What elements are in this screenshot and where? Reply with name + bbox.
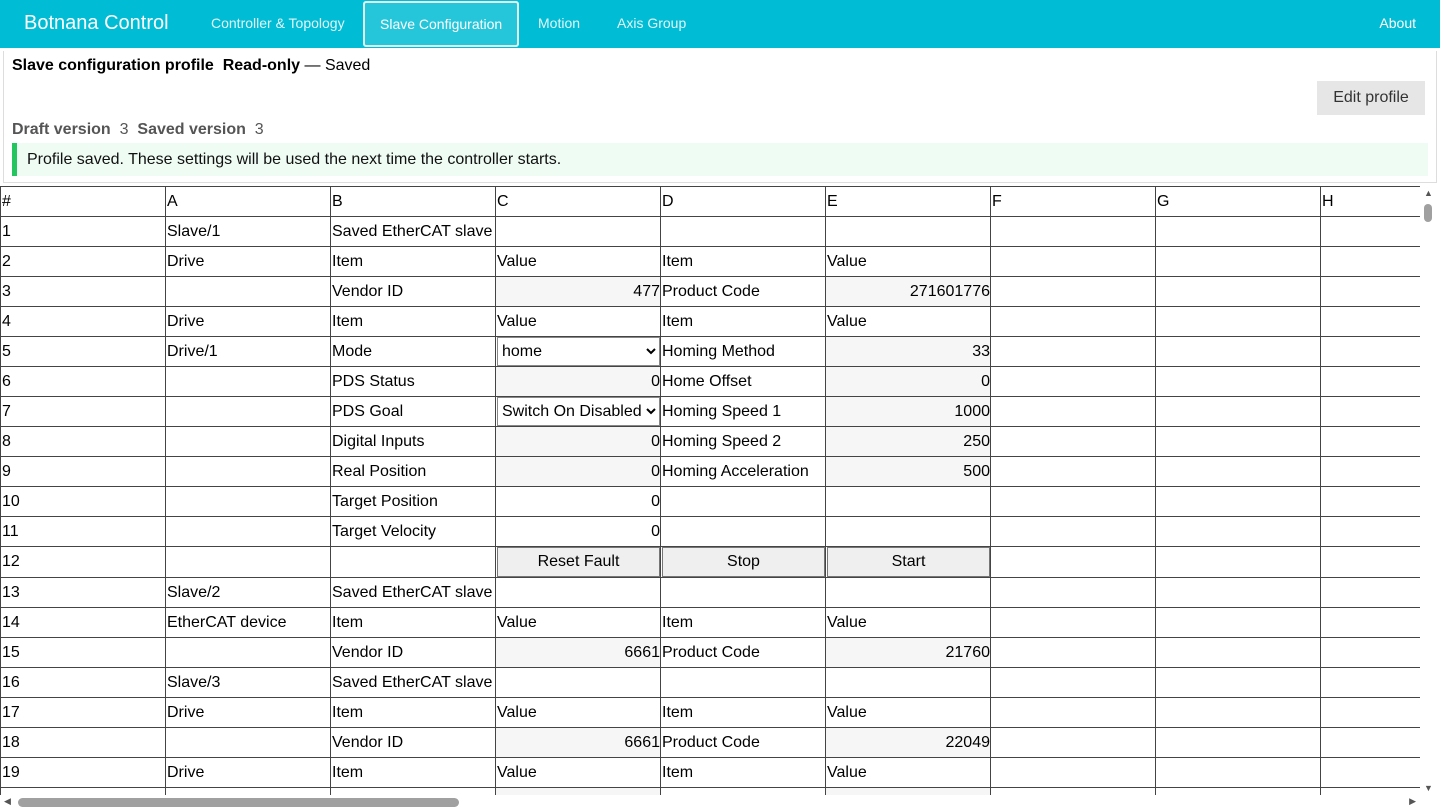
sheet-cell[interactable]: Item bbox=[331, 698, 496, 728]
value-cell[interactable]: 500 bbox=[826, 457, 991, 487]
sheet-cell[interactable] bbox=[991, 698, 1156, 728]
sheet-cell[interactable]: Item bbox=[661, 698, 826, 728]
sheet-cell[interactable] bbox=[826, 578, 991, 608]
sheet-cell[interactable]: Slave/1 bbox=[166, 217, 331, 247]
sheet-cell[interactable] bbox=[1321, 638, 1421, 668]
cell-action-button[interactable]: Start bbox=[827, 547, 990, 577]
sheet-cell[interactable] bbox=[991, 517, 1156, 547]
sheet-cell[interactable] bbox=[1321, 427, 1421, 457]
value-cell[interactable]: 6661 bbox=[496, 638, 661, 668]
sheet-cell[interactable] bbox=[1321, 517, 1421, 547]
value-cell[interactable]: 0 bbox=[496, 517, 661, 547]
tab-motion[interactable]: Motion bbox=[538, 15, 581, 31]
table-row bbox=[1, 247, 1421, 277]
row-number-cell[interactable] bbox=[1, 788, 166, 796]
value-cell[interactable]: 250 bbox=[826, 427, 991, 457]
sheet-cell[interactable] bbox=[166, 788, 331, 796]
row-number-cell[interactable]: 10 bbox=[1, 487, 166, 517]
value-cell[interactable]: 477 bbox=[496, 277, 661, 307]
sheet-cell[interactable]: Homing Acceleration bbox=[661, 457, 826, 487]
sheet-cell bbox=[826, 547, 991, 578]
value-cell[interactable]: 0 bbox=[496, 457, 661, 487]
sheet-cell[interactable]: Item bbox=[331, 608, 496, 638]
sheet-cell[interactable] bbox=[1156, 397, 1321, 427]
sheet-cell[interactable] bbox=[1321, 728, 1421, 758]
sheet-cell[interactable]: Homing Speed 2 bbox=[661, 427, 826, 457]
sheet-cell[interactable] bbox=[991, 277, 1156, 307]
row-number-cell[interactable]: 8 bbox=[1, 427, 166, 457]
sheet-cell[interactable] bbox=[1156, 217, 1321, 247]
profile-status: Saved bbox=[324, 57, 371, 74]
cell-dropdown[interactable] bbox=[497, 397, 660, 426]
sheet-cell[interactable]: Item bbox=[661, 608, 826, 638]
sheet-cell[interactable]: Homing Method bbox=[661, 337, 826, 367]
sheet-cell[interactable]: Target Position bbox=[331, 487, 496, 517]
sheet-cell[interactable]: Saved EtherCAT slave bbox=[331, 217, 496, 247]
sheet-cell[interactable] bbox=[166, 367, 331, 397]
row-number-cell[interactable]: 19 bbox=[1, 758, 166, 788]
sheet-cell[interactable] bbox=[1321, 487, 1421, 517]
sheet-cell[interactable]: Home Offset bbox=[661, 367, 826, 397]
table-row bbox=[1, 337, 1421, 367]
top-navbar bbox=[0, 0, 1440, 48]
table-row bbox=[1, 578, 1421, 608]
table-row bbox=[1, 217, 1421, 247]
sheet-cell[interactable]: Drive bbox=[166, 758, 331, 788]
sheet-cell[interactable]: Value bbox=[826, 608, 991, 638]
row-number-cell[interactable]: 1 bbox=[1, 217, 166, 247]
sheet-cell[interactable] bbox=[1321, 277, 1421, 307]
row-number-cell[interactable]: 3 bbox=[1, 277, 166, 307]
table-row bbox=[1, 307, 1421, 337]
sheet-cell[interactable]: Item bbox=[331, 758, 496, 788]
scroll-up-arrow-icon[interactable]: ▲ bbox=[1424, 188, 1433, 198]
column-header[interactable]: D bbox=[661, 187, 826, 217]
value-cell[interactable]: 22049 bbox=[826, 728, 991, 758]
row-number-cell[interactable]: 6 bbox=[1, 367, 166, 397]
vertical-scrollbar[interactable] bbox=[1420, 186, 1440, 795]
sheet-cell[interactable] bbox=[496, 578, 661, 608]
table-row bbox=[1, 367, 1421, 397]
draft-version-value: 3 bbox=[119, 121, 129, 138]
sheet-cell[interactable]: Product Code bbox=[661, 638, 826, 668]
cell-action-button[interactable]: Reset Fault bbox=[497, 547, 660, 577]
row-number-cell[interactable]: 15 bbox=[1, 638, 166, 668]
scroll-down-arrow-icon[interactable]: ▼ bbox=[1424, 783, 1433, 793]
sheet-cell[interactable]: Product Code bbox=[661, 277, 826, 307]
sheet-cell[interactable]: Real Position bbox=[331, 457, 496, 487]
sheet-cell[interactable]: Mode bbox=[331, 337, 496, 367]
sheet-cell[interactable] bbox=[661, 217, 826, 247]
edit-profile-button[interactable]: Edit profile bbox=[1317, 81, 1425, 115]
sheet-cell[interactable] bbox=[1156, 758, 1321, 788]
sheet-cell[interactable] bbox=[991, 728, 1156, 758]
sheet-cell[interactable]: Saved EtherCAT slave bbox=[331, 578, 496, 608]
sheet-cell[interactable]: Product Code bbox=[661, 728, 826, 758]
sheet-cell[interactable]: PDS Goal bbox=[331, 397, 496, 427]
sheet-cell[interactable] bbox=[1156, 487, 1321, 517]
sheet-cell[interactable] bbox=[166, 427, 331, 457]
profile-title: Slave configuration profile bbox=[12, 57, 214, 74]
sheet-cell[interactable] bbox=[991, 217, 1156, 247]
sheet-cell[interactable]: Vendor ID bbox=[331, 728, 496, 758]
sheet-cell[interactable]: Value bbox=[496, 307, 661, 337]
value-cell[interactable]: 6661 bbox=[496, 728, 661, 758]
sheet-cell[interactable] bbox=[991, 457, 1156, 487]
sheet-cell[interactable] bbox=[826, 217, 991, 247]
sheet-cell[interactable] bbox=[991, 487, 1156, 517]
table-row bbox=[1, 758, 1421, 788]
sheet-cell[interactable]: Homing Speed 1 bbox=[661, 397, 826, 427]
sheet-cell[interactable] bbox=[991, 337, 1156, 367]
sheet-cell[interactable] bbox=[661, 668, 826, 698]
sheet-cell[interactable] bbox=[661, 578, 826, 608]
value-cell[interactable]: 0 bbox=[826, 367, 991, 397]
row-number-cell[interactable]: 5 bbox=[1, 337, 166, 367]
spreadsheet bbox=[0, 186, 1420, 795]
sheet-cell bbox=[496, 397, 661, 427]
value-cell[interactable]: 0 bbox=[496, 367, 661, 397]
sheet-cell[interactable] bbox=[991, 668, 1156, 698]
value-cell[interactable]: 271601776 bbox=[826, 277, 991, 307]
sheet-cell[interactable]: Value bbox=[826, 758, 991, 788]
sheet-cell[interactable] bbox=[1156, 457, 1321, 487]
horizontal-scrollbar[interactable] bbox=[0, 795, 1420, 810]
sheet-cell bbox=[661, 547, 826, 578]
sheet-cell[interactable]: Vendor ID bbox=[331, 277, 496, 307]
sheet-cell[interactable] bbox=[166, 728, 331, 758]
row-number-cell[interactable]: 13 bbox=[1, 578, 166, 608]
sheet-cell[interactable] bbox=[661, 517, 826, 547]
sheet-cell[interactable] bbox=[661, 487, 826, 517]
horizontal-scroll-thumb[interactable] bbox=[18, 798, 459, 807]
sheet-cell[interactable]: Item bbox=[331, 247, 496, 277]
value-cell[interactable] bbox=[496, 788, 661, 796]
sheet-cell[interactable] bbox=[1156, 307, 1321, 337]
sheet-cell[interactable] bbox=[1156, 277, 1321, 307]
sheet-cell[interactable] bbox=[1321, 668, 1421, 698]
sheet-cell[interactable]: Drive bbox=[166, 307, 331, 337]
table-row bbox=[1, 698, 1421, 728]
sheet-cell[interactable] bbox=[1321, 547, 1421, 578]
sheet-cell[interactable]: Value bbox=[826, 307, 991, 337]
sheet-cell[interactable] bbox=[166, 517, 331, 547]
sheet-cell[interactable]: Value bbox=[496, 247, 661, 277]
tab-controller-topology[interactable]: Controller & Topology bbox=[211, 15, 345, 31]
profile-status-line bbox=[12, 57, 370, 75]
sheet-cell[interactable] bbox=[826, 487, 991, 517]
sheet-cell[interactable]: Item bbox=[661, 758, 826, 788]
row-number-cell[interactable]: 18 bbox=[1, 728, 166, 758]
row-number-cell[interactable]: 4 bbox=[1, 307, 166, 337]
sheet-cell[interactable]: Vendor ID bbox=[331, 638, 496, 668]
column-header[interactable]: # bbox=[1, 187, 166, 217]
sheet-cell[interactable] bbox=[496, 217, 661, 247]
sheet-cell[interactable] bbox=[1156, 367, 1321, 397]
sheet-cell[interactable]: Drive bbox=[166, 698, 331, 728]
value-cell[interactable]: 33 bbox=[826, 337, 991, 367]
profile-mode: Read-only bbox=[222, 57, 301, 74]
table-row bbox=[1, 487, 1421, 517]
sheet-cell[interactable] bbox=[991, 247, 1156, 277]
value-cell[interactable]: 21760 bbox=[826, 638, 991, 668]
sheet-cell[interactable] bbox=[166, 638, 331, 668]
sheet-cell[interactable] bbox=[1321, 247, 1421, 277]
sheet-cell[interactable] bbox=[1321, 397, 1421, 427]
row-number-cell[interactable]: 9 bbox=[1, 457, 166, 487]
profile-separator: — bbox=[304, 57, 321, 74]
scroll-right-arrow-icon[interactable]: ▶ bbox=[1409, 796, 1416, 806]
row-number-cell[interactable]: 12 bbox=[1, 547, 166, 578]
sheet-cell[interactable] bbox=[166, 457, 331, 487]
sheet-cell[interactable] bbox=[1156, 788, 1321, 796]
sheet-cell bbox=[496, 337, 661, 367]
sheet-cell[interactable] bbox=[1321, 367, 1421, 397]
saved-notice: Profile saved. These settings will be used the next time the controller starts. bbox=[12, 143, 1428, 176]
table-row bbox=[1, 728, 1421, 758]
value-cell[interactable] bbox=[826, 788, 991, 796]
row-number-cell[interactable]: 11 bbox=[1, 517, 166, 547]
sheet-cell[interactable] bbox=[166, 277, 331, 307]
row-number-cell[interactable]: 16 bbox=[1, 668, 166, 698]
sheet-cell[interactable] bbox=[826, 517, 991, 547]
column-header[interactable]: F bbox=[991, 187, 1156, 217]
spreadsheet-viewport[interactable] bbox=[0, 186, 1420, 795]
sheet-cell[interactable] bbox=[1156, 247, 1321, 277]
sheet-cell[interactable] bbox=[991, 397, 1156, 427]
sheet-cell[interactable]: Value bbox=[496, 758, 661, 788]
column-header[interactable]: H bbox=[1321, 187, 1421, 217]
sheet-cell[interactable] bbox=[1156, 608, 1321, 638]
sheet-cell[interactable]: Item bbox=[661, 247, 826, 277]
sheet-cell[interactable]: Value bbox=[496, 698, 661, 728]
about-link[interactable]: About bbox=[1379, 15, 1416, 31]
sheet-cell[interactable]: Digital Inputs bbox=[331, 427, 496, 457]
sheet-cell[interactable]: Value bbox=[496, 608, 661, 638]
table-row bbox=[1, 517, 1421, 547]
row-number-cell[interactable]: 2 bbox=[1, 247, 166, 277]
sheet-cell[interactable] bbox=[991, 758, 1156, 788]
sheet-cell[interactable] bbox=[166, 487, 331, 517]
sheet-cell[interactable] bbox=[1156, 638, 1321, 668]
sheet-cell[interactable] bbox=[331, 547, 496, 578]
sheet-cell[interactable] bbox=[1156, 668, 1321, 698]
table-row bbox=[1, 277, 1421, 307]
sheet-cell[interactable]: Drive bbox=[166, 247, 331, 277]
row-number-cell[interactable]: 17 bbox=[1, 698, 166, 728]
sheet-cell[interactable]: Value bbox=[826, 247, 991, 277]
sheet-cell[interactable] bbox=[1321, 307, 1421, 337]
sheet-cell[interactable]: EtherCAT device bbox=[166, 608, 331, 638]
row-number-cell[interactable]: 14 bbox=[1, 608, 166, 638]
draft-version-label: Draft version bbox=[12, 121, 111, 138]
column-header-row bbox=[1, 187, 1421, 217]
sheet-cell[interactable] bbox=[1321, 457, 1421, 487]
sheet-cell[interactable] bbox=[166, 547, 331, 578]
sheet-cell[interactable] bbox=[1321, 217, 1421, 247]
sheet-cell[interactable] bbox=[1321, 788, 1421, 796]
sheet-cell[interactable] bbox=[1321, 758, 1421, 788]
sheet-cell[interactable]: Saved EtherCAT slave bbox=[331, 668, 496, 698]
sheet-cell[interactable] bbox=[991, 427, 1156, 457]
vertical-scroll-thumb[interactable] bbox=[1424, 204, 1432, 222]
sheet-cell[interactable] bbox=[991, 608, 1156, 638]
sheet-cell[interactable] bbox=[1156, 337, 1321, 367]
sheet-cell[interactable] bbox=[1321, 337, 1421, 367]
saved-version-label: Saved version bbox=[137, 121, 246, 138]
value-cell[interactable]: 0 bbox=[496, 487, 661, 517]
value-cell[interactable]: 1000 bbox=[826, 397, 991, 427]
row-number-cell[interactable]: 7 bbox=[1, 397, 166, 427]
sheet-cell[interactable] bbox=[991, 307, 1156, 337]
table-row bbox=[1, 668, 1421, 698]
sheet-cell[interactable] bbox=[991, 367, 1156, 397]
column-header[interactable]: G bbox=[1156, 187, 1321, 217]
sheet-cell[interactable] bbox=[1156, 547, 1321, 578]
column-header[interactable]: A bbox=[166, 187, 331, 217]
table-row bbox=[1, 457, 1421, 487]
sheet-cell[interactable] bbox=[1156, 698, 1321, 728]
column-header[interactable]: B bbox=[331, 187, 496, 217]
sheet-cell[interactable] bbox=[166, 397, 331, 427]
sheet-cell[interactable] bbox=[1321, 608, 1421, 638]
column-header[interactable]: E bbox=[826, 187, 991, 217]
sheet-cell[interactable]: Item bbox=[331, 307, 496, 337]
sheet-cell[interactable] bbox=[1156, 427, 1321, 457]
sheet-cell[interactable] bbox=[661, 788, 826, 796]
table-row bbox=[1, 608, 1421, 638]
brand-title[interactable]: Botnana Control bbox=[24, 12, 169, 34]
tab-slave-configuration[interactable]: Slave Configuration bbox=[363, 1, 519, 47]
table-row bbox=[1, 638, 1421, 668]
cell-dropdown[interactable] bbox=[497, 337, 660, 366]
column-header[interactable]: C bbox=[496, 187, 661, 217]
sheet-cell[interactable] bbox=[1156, 578, 1321, 608]
sheet-cell[interactable] bbox=[991, 578, 1156, 608]
table-row bbox=[1, 397, 1421, 427]
sheet-cell[interactable]: Slave/2 bbox=[166, 578, 331, 608]
sheet-cell[interactable] bbox=[496, 668, 661, 698]
version-line bbox=[12, 121, 264, 139]
value-cell[interactable]: 0 bbox=[496, 427, 661, 457]
sheet-cell[interactable]: Value bbox=[826, 698, 991, 728]
sheet-cell[interactable]: Slave/3 bbox=[166, 668, 331, 698]
scroll-left-arrow-icon[interactable]: ◀ bbox=[4, 796, 11, 806]
saved-version-value: 3 bbox=[254, 121, 264, 138]
sheet-cell[interactable] bbox=[1156, 517, 1321, 547]
sheet-cell[interactable] bbox=[1321, 698, 1421, 728]
sheet-cell[interactable]: Drive/1 bbox=[166, 337, 331, 367]
sheet-cell[interactable]: PDS Status bbox=[331, 367, 496, 397]
sheet-cell[interactable] bbox=[1156, 728, 1321, 758]
sheet-cell[interactable] bbox=[991, 547, 1156, 578]
table-row bbox=[1, 547, 1421, 578]
sheet-cell[interactable] bbox=[826, 668, 991, 698]
sheet-cell bbox=[496, 547, 661, 578]
sheet-cell[interactable] bbox=[331, 788, 496, 796]
sheet-cell[interactable] bbox=[991, 638, 1156, 668]
table-row bbox=[1, 788, 1421, 796]
sheet-cell[interactable] bbox=[991, 788, 1156, 796]
cell-action-button[interactable]: Stop bbox=[662, 547, 825, 577]
sheet-cell[interactable]: Item bbox=[661, 307, 826, 337]
tab-axis-group[interactable]: Axis Group bbox=[617, 15, 687, 31]
sheet-cell[interactable]: Target Velocity bbox=[331, 517, 496, 547]
profile-panel bbox=[3, 51, 1437, 183]
table-row bbox=[1, 427, 1421, 457]
sheet-cell[interactable] bbox=[1321, 578, 1421, 608]
